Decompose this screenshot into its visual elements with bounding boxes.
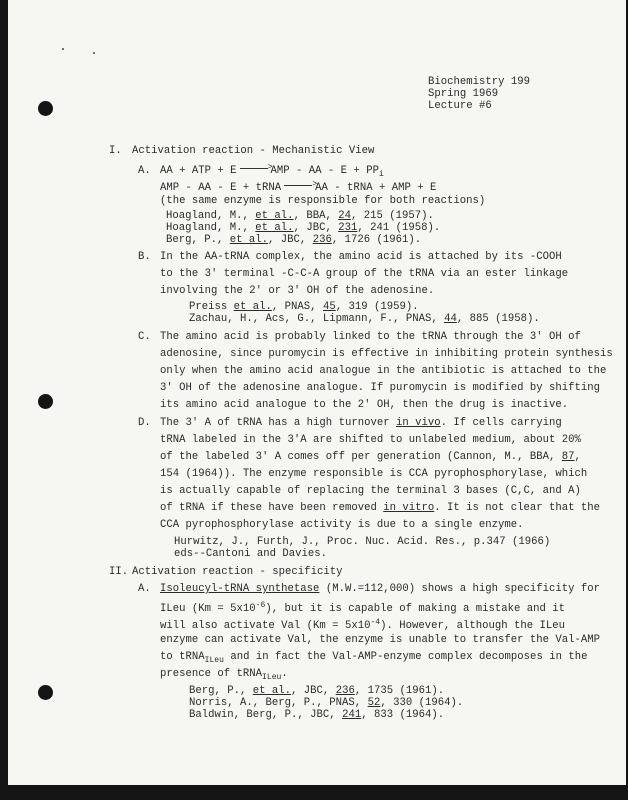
body-line: of the labeled 3' A comes off per generation (Cannon, M., BBA, 87, <box>160 451 581 463</box>
section-2-numeral: II. <box>109 566 129 578</box>
body-line: presence of tRNA$_{ILeu}$. <box>160 668 288 682</box>
section-2-title: Activation reaction - specificity <box>132 566 343 578</box>
equation-2: AMP - AA - E + tRNA> AA - tRNA + AMP + E <box>160 182 436 194</box>
body-line: 3' OH of the adenosine analogue. If puromycin is modified by shifting <box>160 382 601 394</box>
item-label-1D: D. <box>138 417 151 429</box>
item-label-1B: B. <box>138 251 151 263</box>
body-line: its amino acid analogue to the 2' OH, then the drug is inactive. <box>160 399 569 411</box>
section-1-numeral: I. <box>109 145 122 157</box>
reaction-arrow-icon <box>284 185 312 186</box>
reference: Zachau, H., Acs, G., Lipmann, F., PNAS, 44, 885 (1958). <box>189 313 540 325</box>
reference: Baldwin, Berg, P., JBC, 241, 833 (1964). <box>189 709 445 721</box>
equation-1: AA + ATP + E> AMP - AA - $E + PP_i$ <box>160 165 384 181</box>
reference: Preiss et al., PNAS, 45, 319 (1959). <box>189 301 419 313</box>
punch-hole-bottom <box>38 685 53 700</box>
item-label-1C: C. <box>138 331 151 343</box>
punch-hole-middle <box>38 394 53 409</box>
body-line: will also activate Val $(Km = 5x10^{-4})$. However, although the ILeu <box>160 618 566 632</box>
item-label-1A: A. <box>138 165 151 177</box>
body-line: enzyme can activate Val, the enzyme is unable to transfer the Val-AMP <box>160 634 601 646</box>
item-label-2A: A. <box>138 583 151 595</box>
reaction-arrow-icon <box>240 168 268 169</box>
section-1-title: Activation reaction - Mechanistic View <box>132 145 375 157</box>
reference: Hoagland, M., et al., JBC, 231, 241 (1958). <box>166 222 441 234</box>
body-line: tRNA labeled in the 3'A are shifted to unlabeled medium, about 20% <box>160 434 581 446</box>
body-line: is actually capable of replacing the terminal 3 bases (C,C, and A) <box>160 485 581 497</box>
body-line: to the 3' terminal -C-C-A group of the tRNA via an ester linkage <box>160 268 569 280</box>
body-line: of tRNA if these have been removed in vitro. It is not clear that the <box>160 502 601 514</box>
reference: Norris, A., Berg, P., PNAS, 52, 330 (1964). <box>189 697 464 709</box>
speck <box>93 52 95 54</box>
reference: eds--Cantoni and Davies. <box>174 548 328 560</box>
body-line: to tRNA$_{ILeu}$ and in fact the Val-AMP-enzyme complex decomposes in the <box>160 651 588 665</box>
body-line: adenosine, since puromycin is effective in inhibiting protein synthesis <box>160 348 613 360</box>
body-line: involving the 2' or 3' OH of the adenosine. <box>160 285 435 297</box>
body-line: The 3' A of tRNA has a high turnover in vivo. If cells carrying <box>160 417 562 429</box>
reference: Hoagland, M., et al., BBA, 24, 215 (1957). <box>166 210 434 222</box>
body-line: Isoleucyl-tRNA synthetase (M.W.=112,000) shows a high specificity for <box>160 583 601 595</box>
speck <box>62 48 64 50</box>
body-line: 154 (1964)). The enzyme responsible is CCA pyrophosphorylase, which <box>160 468 588 480</box>
equation-note: (the same enzyme is responsible for both reactions) <box>160 195 486 207</box>
reference: Berg, P., et al., JBC, 236, 1726 (1961). <box>166 234 422 246</box>
reference: Berg, P., et al., JBC, 236, 1735 (1961). <box>189 685 445 697</box>
document-page <box>8 0 626 785</box>
header-lecture: Lecture #6 <box>428 100 492 112</box>
body-line: only when the amino acid analogue in the antibiotic is attached to the <box>160 365 607 377</box>
header-course: Biochemistry 199 <box>428 76 531 88</box>
punch-hole-top <box>38 101 53 116</box>
header-term: Spring 1969 <box>428 88 499 100</box>
body-line: ILeu $(Km = 5x10^{-6})$, but it is capable of making a mistake and it <box>160 601 566 615</box>
body-line: CCA pyrophosphorylase activity is due to a single enzyme. <box>160 519 524 531</box>
body-line: In the AA-tRNA complex, the amino acid is attached by its -COOH <box>160 251 562 263</box>
reference: Hurwitz, J., Furth, J., Proc. Nuc. Acid. Res., p.347 (1966) <box>174 536 551 548</box>
body-line: The amino acid is probably linked to the tRNA through the 3' OH of <box>160 331 581 343</box>
